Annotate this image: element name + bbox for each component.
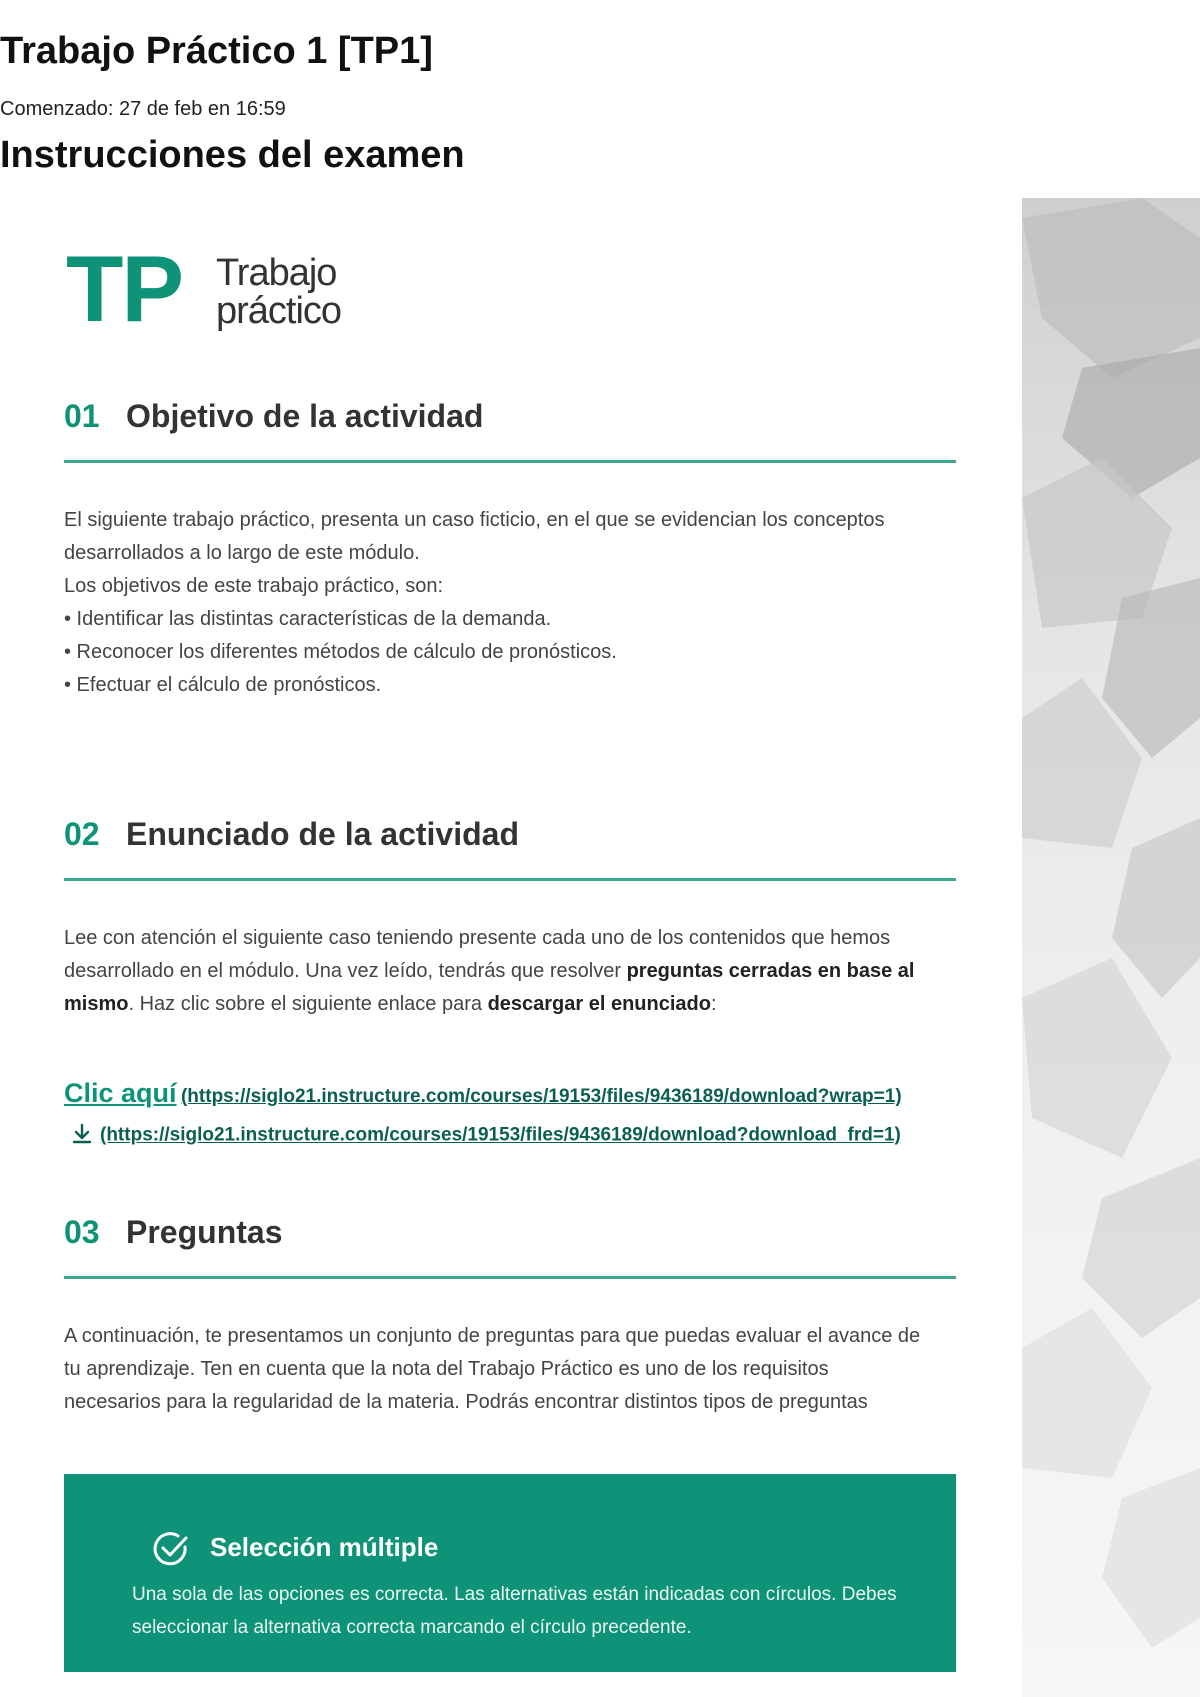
objective-bullet: • Reconocer los diferentes métodos de cálculo de pronósticos. <box>64 641 617 663</box>
download-link-row <box>64 1078 902 1109</box>
objective-text <box>64 504 924 702</box>
statement-text-b: . Haz clic sobre el siguiente enlace para <box>128 993 488 1015</box>
section-title: Enunciado de la actividad <box>126 816 519 852</box>
section-divider <box>64 1276 956 1279</box>
tp-logo <box>66 236 386 341</box>
statement-text <box>64 922 924 1021</box>
section-title: Preguntas <box>126 1214 283 1250</box>
started-timestamp: Comenzado: 27 de feb en 16:59 <box>0 98 286 120</box>
objective-bullet: • Identificar las distintas características de la demanda. <box>64 608 552 630</box>
direct-download-row <box>70 1122 901 1151</box>
direct-download-link[interactable]: (https://siglo21.instructure.com/courses/19153/files/9436189/download?download_frd=1) <box>100 1124 901 1146</box>
logo-word-1: Trabajo <box>216 252 337 294</box>
section-number: 01 <box>64 398 100 434</box>
file-url-link[interactable]: (https://siglo21.instructure.com/courses/19153/files/9436189/download?wrap=1) <box>180 1086 902 1107</box>
objective-bullet: • Efectuar el cálculo de pronósticos. <box>64 674 382 696</box>
section-number: 02 <box>64 816 100 852</box>
statement-bold-a: preguntas cerradas en base al mismo <box>64 960 915 1015</box>
download-icon[interactable] <box>70 1122 94 1151</box>
clic-aqui-link[interactable]: Clic aquí <box>64 1078 177 1108</box>
section-header-statement <box>64 816 956 876</box>
section-divider <box>64 460 956 463</box>
logo-initials: TP <box>66 236 183 341</box>
box-text: Una sola de las opciones es correcta. Las alternativas están indicadas con círculos. Debes seleccionar la alternativa correcta marcando el círculo precedente. <box>132 1584 897 1638</box>
page-title: Trabajo Práctico 1 [TP1] <box>0 30 433 72</box>
section-number: 03 <box>64 1214 100 1250</box>
multiple-choice-box <box>64 1474 956 1672</box>
statement-text-a: Lee con atención el siguiente caso teniendo presente cada uno de los contenidos que hemos desarrollado en el módulo. Una vez leído, tendrás que resolver <box>64 927 891 982</box>
objective-lead: Los objetivos de este trabajo práctico, son: <box>64 575 444 597</box>
section-divider <box>64 878 956 881</box>
section-title: Objetivo de la actividad <box>126 398 484 434</box>
questions-intro: A continuación, te presentamos un conjunto de preguntas para que puedas evaluar el avance de tu aprendizaje. Ten en cuenta que la nota del Trabajo Práctico es uno de los requisitos necesarios para la regularidad de la materia. Podrás encontrar distintos tipos de preguntas <box>64 1325 921 1413</box>
section-header-objective <box>64 398 956 458</box>
statement-text-c: : <box>710 993 717 1015</box>
box-title: Selección múltiple <box>210 1532 439 1562</box>
objective-intro: El siguiente trabajo práctico, presenta un caso ficticio, en el que se evidencian los conceptos desarrollados a lo largo de este módulo. <box>64 509 885 564</box>
side-decorative-image <box>1022 198 1200 1697</box>
statement-bold-b: descargar el enunciado <box>487 993 711 1015</box>
check-circle-icon <box>152 1530 190 1573</box>
section-header-questions <box>64 1214 956 1274</box>
logo-word-2: práctico <box>216 290 342 332</box>
instructions-title: Instrucciones del examen <box>0 134 465 176</box>
